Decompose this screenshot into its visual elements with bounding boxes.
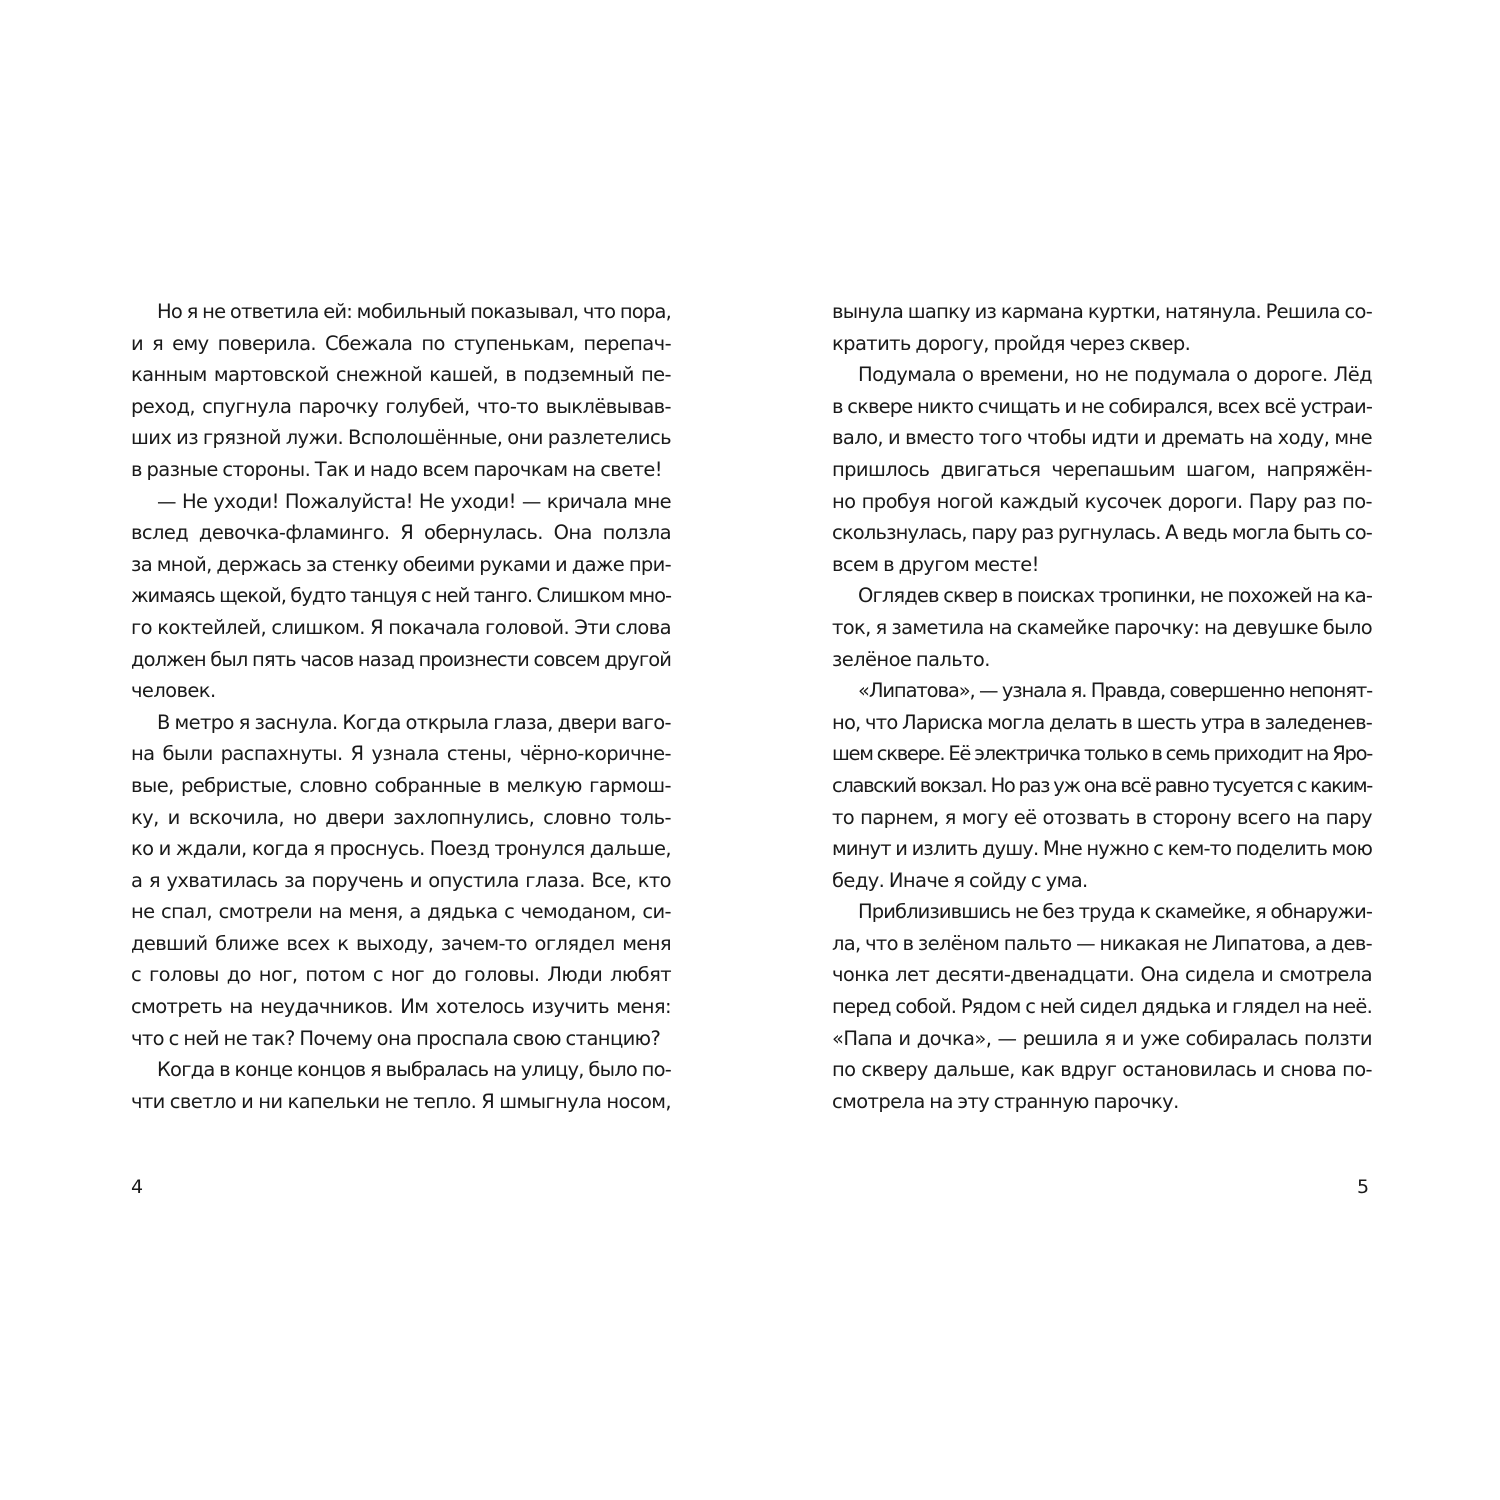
text-line: славский вокзал. Но раз уж она всё равно тусуется с каким- [832, 773, 1372, 797]
paragraph [832, 896, 1372, 1117]
text-line: беду. Иначе я сойду с ума. [832, 868, 1088, 892]
text-line: «Папа и дочка», — решила я и уже собиралась ползти [832, 1026, 1372, 1050]
text-line: что с ней не так? Почему она проспала свою станцию? [131, 1026, 661, 1050]
text-line: человек. [131, 679, 216, 703]
text-line: но пробуя ногой каждый кусочек дороги. Пару раз по- [832, 489, 1372, 513]
text-line: в разные стороны. Так и надо всем парочкам на свете! [131, 457, 662, 481]
text-line: вало, и вместо того чтобы идти и дремать на ходу, мне [832, 426, 1372, 450]
text-line: чти светло и ни капельки не тепло. Я шмыгнула носом, [131, 1089, 671, 1113]
text-line: скользнулась, пару раз ругнулась. А ведь могла быть со- [832, 521, 1372, 545]
text-line: пришлось двигаться черепашьим шагом, напряжён- [832, 457, 1372, 481]
paragraph [832, 675, 1372, 896]
text-line: ток, я заметила на скамейке парочку: на девушке было [832, 615, 1372, 639]
text-line: то парнем, я могу её отозвать в сторону всего на пару [832, 805, 1372, 829]
text-line: по скверу дальше, как вдруг остановилась и снова по- [832, 1058, 1372, 1082]
paragraph [832, 359, 1372, 580]
text-line: ла, что в зелёном пальто — никакая не Липатова, а дев- [832, 931, 1372, 955]
text-line: смотрела на эту странную парочку. [832, 1089, 1179, 1113]
text-line: ко и ждали, когда я проснусь. Поезд тронулся дальше, [131, 837, 671, 861]
text-line: Подумала о времени, но не подумала о дороге. Лёд [858, 363, 1372, 387]
text-line: с головы до ног, потом с ног до головы. Люди любят [131, 963, 671, 987]
text-line: и я ему поверила. Сбежала по ступенькам, перепач- [131, 331, 671, 355]
left-page-text [131, 296, 671, 1117]
text-line: всем в другом месте! [832, 552, 1039, 576]
paragraph [832, 580, 1372, 675]
text-line: должен был пять часов назад произнести совсем другой [131, 647, 671, 671]
text-line: за мной, держась за стенку обеими руками и даже при- [131, 552, 671, 576]
page-number-right: 5 [1357, 1176, 1370, 1198]
text-line: но, что Лариска могла делать в шесть утра в заледенев- [832, 710, 1372, 734]
text-line: не спал, смотрели на меня, а дядька с чемоданом, си- [131, 900, 671, 924]
text-line: вые, ребристые, словно собранные в мелкую гармош- [131, 773, 671, 797]
text-line: чонка лет десяти-двенадцати. Она сидела и смотрела [832, 963, 1372, 987]
text-line: вслед девочка-фламинго. Я обернулась. Она ползла [131, 521, 671, 545]
text-line: смотреть на неудачников. Им хотелось изучить меня: [131, 995, 671, 1019]
paragraph [131, 296, 671, 486]
text-line: на были распахнуты. Я узнала стены, чёрно-коричне- [131, 742, 671, 766]
text-line: минут и излить душу. Мне нужно с кем-то поделить мою [832, 837, 1372, 861]
text-line: канным мартовской снежной кашей, в подземный пе- [131, 363, 671, 387]
text-line: В метро я заснула. Когда открыла глаза, двери ваго- [157, 710, 671, 734]
text-line: Оглядев сквер в поисках тропинки, не похожей на ка- [858, 584, 1372, 608]
text-line: го коктейлей, слишком. Я покачала головой. Эти слова [131, 615, 671, 639]
text-line: «Липатова», — узнала я. Правда, совершенно непонят- [858, 679, 1372, 703]
text-line: кратить дорогу, пройдя через сквер. [832, 331, 1191, 355]
text-line: Приблизившись не без труда к скамейке, я обнаружи- [858, 900, 1372, 924]
paragraph [131, 707, 671, 1055]
text-line: ку, и вскочила, но двери захлопнулись, словно толь- [131, 805, 671, 829]
right-page-text [832, 296, 1372, 1117]
text-line: Когда в конце концов я выбралась на улицу, было по- [157, 1058, 671, 1082]
text-line: Но я не ответила ей: мобильный показывал, что пора, [157, 300, 671, 323]
text-line: — Не уходи! Пожалуйста! Не уходи! — кричала мне [157, 489, 671, 513]
paragraph [832, 296, 1372, 359]
text-line: девший ближе всех к выходу, зачем-то оглядел меня [131, 931, 671, 955]
text-line: вынула шапку из кармана куртки, натянула. Решила со- [832, 300, 1372, 323]
text-line: а я ухватилась за поручень и опустила глаза. Все, кто [131, 868, 671, 892]
text-line: перед собой. Рядом с ней сидел дядька и глядел на неё. [832, 995, 1372, 1019]
text-line: шем сквере. Её электричка только в семь приходит на Яро- [832, 742, 1372, 766]
page-number-left: 4 [131, 1176, 144, 1198]
paragraph [131, 1054, 671, 1117]
text-line: ших из грязной лужи. Всполошённые, они разлетелись [131, 426, 671, 450]
paragraph [131, 486, 671, 707]
text-line: зелёное пальто. [832, 647, 990, 671]
text-line: реход, спугнула парочку голубей, что-то выклёвывав- [131, 394, 671, 418]
text-line: в сквере никто счищать и не собирался, всех всё устраи- [832, 394, 1372, 418]
text-line: жимаясь щекой, будто танцуя с ней танго. Слишком мно- [131, 584, 671, 608]
